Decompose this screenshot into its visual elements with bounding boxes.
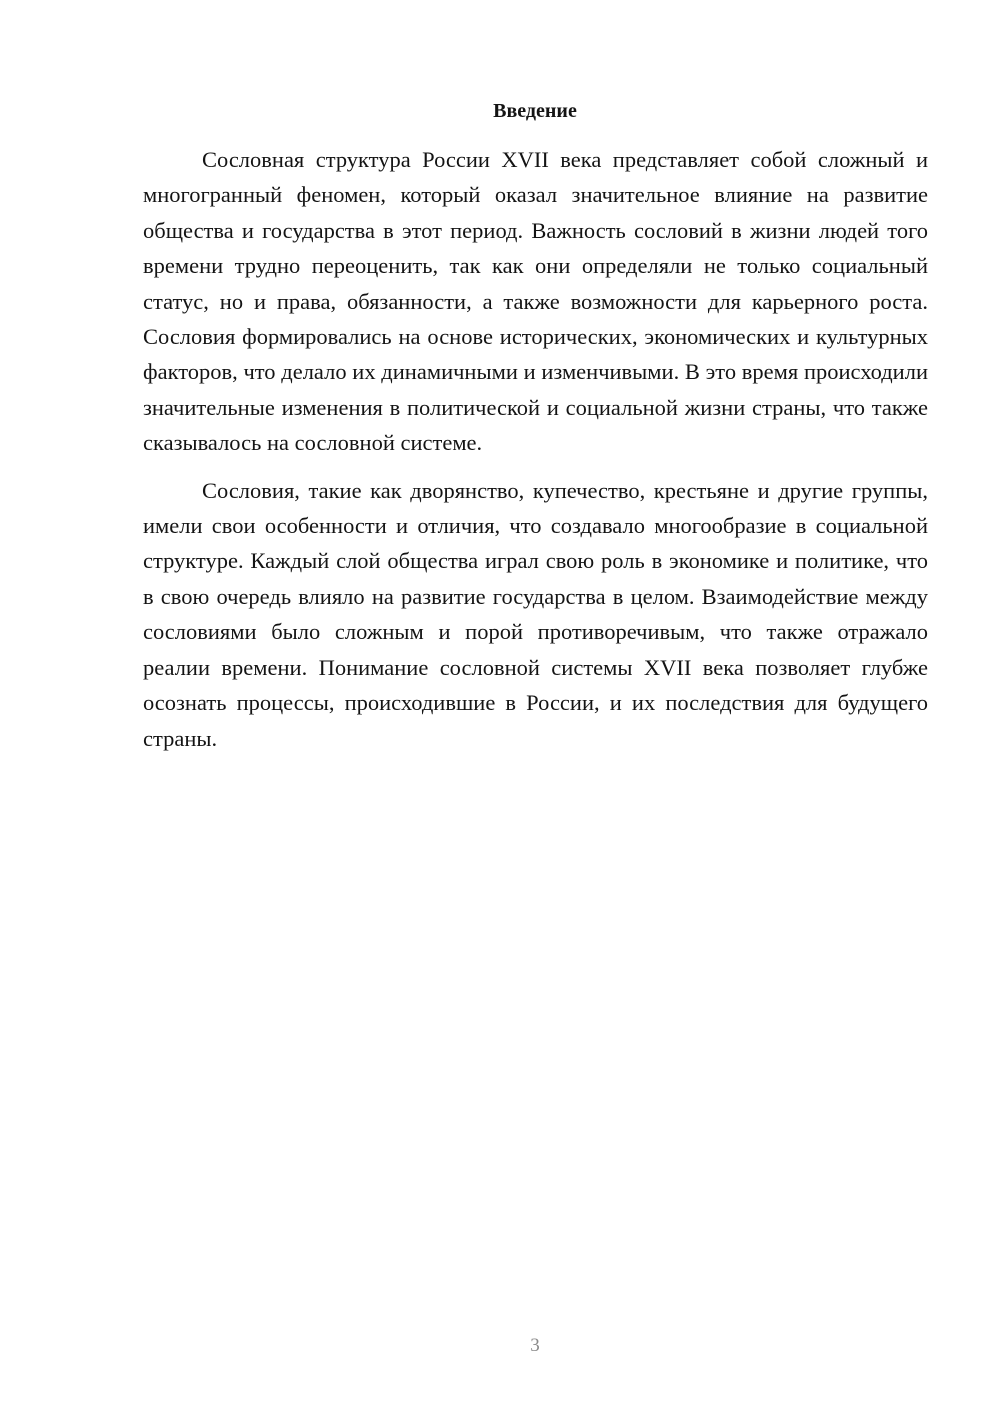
page-number: 3 — [530, 1335, 540, 1356]
body-text — [143, 142, 928, 756]
page-title: Введение — [493, 100, 577, 122]
paragraph: Сословная структура России XVII века представляет собой сложный и многогранный феномен, который оказал значительное влияние на развитие общества и государства в этот период. Важность сословий в жизни людей того времени трудно переоценить, так как они определяли не только социальный статус, но и права, обязанности, а также возможности для карьерного роста. Сословия формировались на основе исторических, экономических и культурных факторов, что делало их динамичными и изменчивыми. В это время происходили значительные изменения в политической и социальной жизни страны, что также сказывалось на сословной системе. — [143, 147, 928, 456]
paragraph: Сословия, такие как дворянство, купечество, крестьяне и другие группы, имели свои особенности и отличия, что создавало многообразие в социальной структуре. Каждый слой общества играл свою роль в экономике и политике, что в свою очередь влияло на развитие государства в целом. Взаимодействие между сословиями было сложным и порой противоречивым, что также отражало реалии времени. Понимание сословной системы XVII века позволяет глубже осознать процессы, происходившие в России, и их последствия для будущего страны. — [143, 477, 928, 751]
